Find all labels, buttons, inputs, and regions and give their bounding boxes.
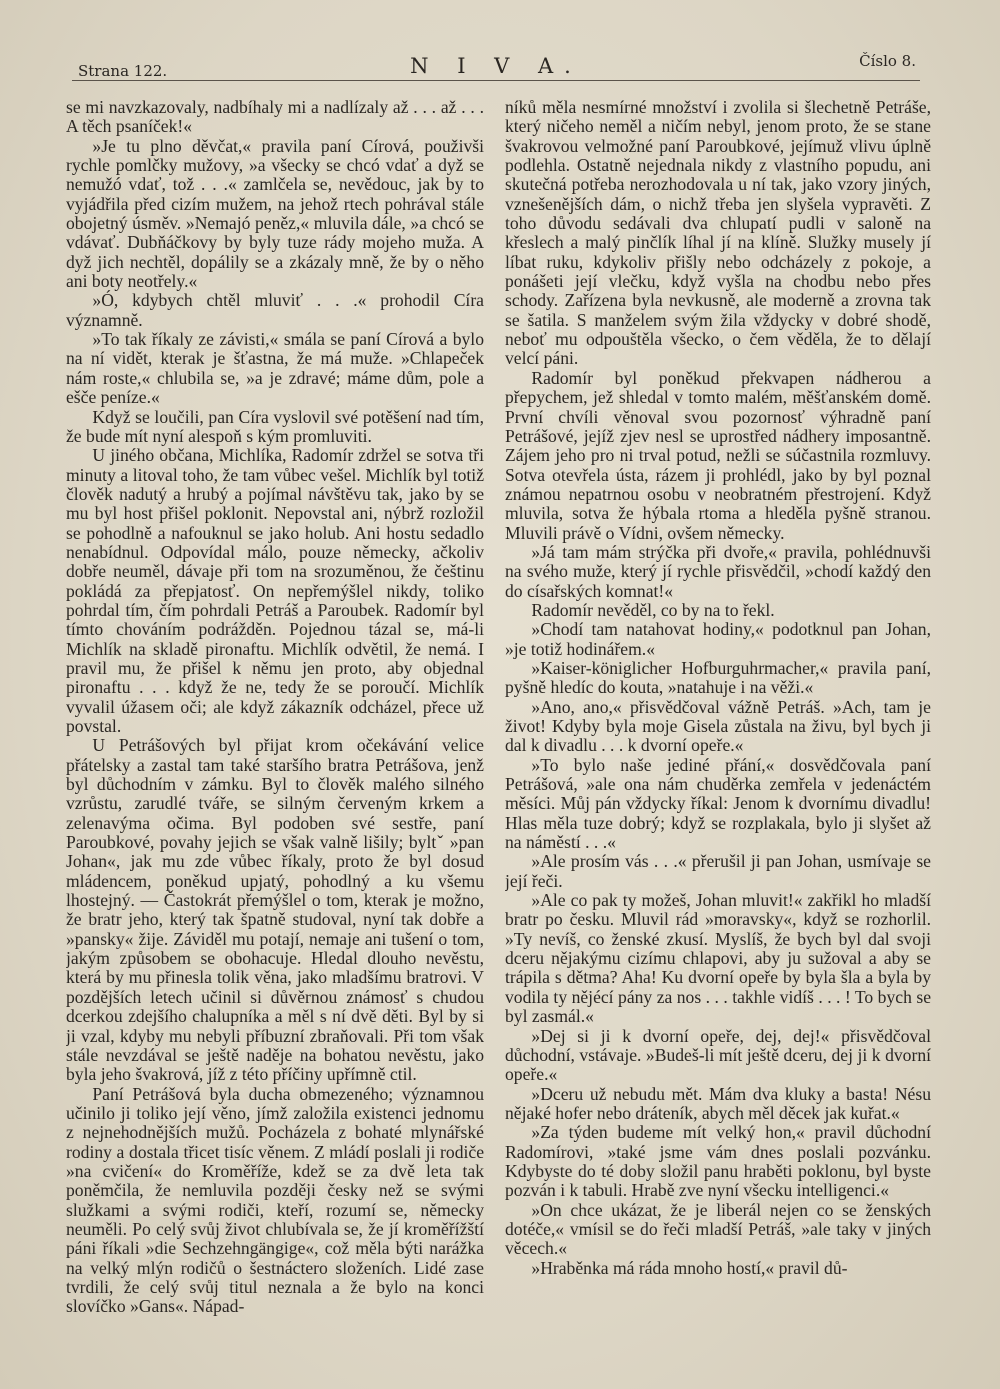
paragraph: »Dej si ji k dvorní opeře, dej, dej!« přisvědčoval důchodní, vstávaje. »Budeš-li mít ještě dceru, dej ji k dvorní opeře.« xyxy=(505,1025,931,1085)
paragraph: Když se loučili, pan Círa vyslovil své potěšení nad tím, že bude mít nyní alespoň s kým promluviti. xyxy=(66,406,484,446)
magazine-title: N I V A. xyxy=(410,54,582,78)
left-column xyxy=(66,98,484,1368)
paragraph: »To tak říkaly ze závisti,« smála se paní Círová a bylo na ní vidět, kterak je šťastna, že má muže. »Chlapeček nám roste,« chlubila se, »a je zdravé; máme dům, pole a ešče peníze.« xyxy=(66,329,484,408)
paragraph: U Petrášových byl přijat krom očekávání velice přátelsky a zastal tam také staršího bratra Petrášova, jenž byl důchodním v zámku. Byl to člověk malého silného vzrůstu, zarudlé tváře, se silným červeným krkem a zelenavýma očima. Byl podoben své sestře, paní Paroubkové, povahy jejich se však valně lišily; byltˇ »pan Johan«, jak mu zde vůbec říkaly, proto že byl dosud mládencem, poněkud upjatý, pohodlný a ku všemu lhostejný. — Častokrát přemýšlel o tom, kterak je možno, že bratr jeho, který tak špatně studoval, nyní tak dobře a »pansky« žije. Záviděl mu potají, nemaje ani tušení o tom, jakým způsobem se obohacuje. Hledal dlouho nevěstu, která by mu přinesla tolik věna, jako mladšímu bratrovi. V pozdějších letech učinil si důvěrnou známosť s chudou dcerkou zdejšího chalupníka a měl s ní dvě děti. Byl by si ji vzal, kdyby mu nebyli příbuzní zbraňovali. Při tom však stále nevzdával se ještě naděje na bohatou nevěstu, jako byla jeho švakrová, jíž z této příčiny upřímně ctil. xyxy=(66,735,484,1085)
paragraph: »Ano, ano,« přisvědčoval vážně Petráš. »Ach, tam je život! Kdyby byla moje Gisela zůstala na živu, byl bych ji dal k divadlu . . . k dvorní opeře.« xyxy=(505,696,931,756)
paragraph: Paní Petrášová byla ducha obmezeného; významnou učinilo ji toliko její věno, jímž založila existenci jednomu z nejnehodnějších mužů. Pocházela z bohaté mlynářské rodiny a dostala třicet tisíc věnem. Z mládí poslali ji rodiče »na cvičení« do Kroměříže, kdež se za dvě leta tak poněmčila, že nemluvila později česky než se svými služkami a svými rodiči, kteří, rozumí se, německy neuměli. Po celý svůj život chlubívala se, že jí kroměřížští páni říkali »die Sechzehngängige«, což měla býti narážka na velký mlýn rodičů o šestnáctero složeních. Lidé zase tvrdili, že celý svůj titul neznala a že bylo na konci slovíčko »Gans«. Nápad- xyxy=(66,1083,484,1317)
paragraph: »Hraběnka má ráda mnoho hostí,« pravil dů- xyxy=(531,1257,848,1278)
page-number: Strana 122. xyxy=(78,62,168,80)
paragraph: níků měla nesmírné množství i zvolila si šlechetně Petráše, který ničeho neměl a ničím nebyl, jenom proto, že se stane švakrovou velmožné paní Paroubkové, jejímuž vlivu úplně podlehla. Ostatně nejednala nikdy z vlastního popudu, ani skutečná potřeba nerozhodovala u ní tak, jako vzory jiných, vznešenějších dám, o nichž třeba jen slyšela vypravěti. Z toho důvodu sedávali dva chlupatí pudli v saloně na křeslech a malý pinčlík líhal jí na klíně. Služky musely jí líbat ruku, kdykoliv přišly nebo odcházely z pokoje, a ponášeti její vlečku, když vyšla na chodbu nebo přes schody. Zařízena byla nevkusně, ale moderně a zrovna tak se šatila. S manželem svým žila vždycky v dobré shodě, neboť mu odpouštěla všecko, o čem věděla, že to dělají velcí páni. xyxy=(505,98,931,369)
right-column xyxy=(505,98,931,1368)
paragraph: Radomír nevěděl, co by na to řekl. xyxy=(531,599,775,620)
paragraph: »Je tu plno děvčat,« pravila paní Círová, použivši rychle pomlčky mužovy, »a všecky se chcó vdať a dyž se nemužó vdať, tož . . .« zamlčela se, nevědouc, jak by to vyjádřila před cizím mužem, na jehož rtech pohrával stále obojetný úsměv. »Nemajó peněz,« mluvila dále, »a chcó se vdávať. Dubňáčkovy by byly tuze rády mojeho muža. A dyž jich nechtěl, dopálily se a zkázaly mně, že by o něho ani boty neotřely.« xyxy=(66,135,484,292)
paragraph: »Já tam mám strýčka při dvoře,« pravila, pohlédnuvši na svého muže, který jí rychle přisvědčil, »chodí každý den do císařských komnat!« xyxy=(505,541,931,601)
paragraph: »Za týden budeme mít velký hon,« pravil důchodní Radomírovi, »také jsme vám dnes poslali pozvánku. Kdybyste do té doby složil panu hraběti poklonu, byl byste pozván i k tabuli. Hrabě zve nyní všecku intelligenci.« xyxy=(505,1122,931,1201)
paragraph: »Chodí tam natahovat hodiny,« podotknul pan Johan, »je totiž hodinářem.« xyxy=(505,619,931,659)
page-header xyxy=(72,50,920,81)
paragraph: »Ale prosím vás . . .« přerušil ji pan Johan, usmívaje se její řeči. xyxy=(505,851,931,891)
issue-number: Číslo 8. xyxy=(859,52,916,70)
paragraph: »Dceru už nebudu mět. Mám dva kluky a basta! Nésu nějaké hofer nebo dráteník, abych měl děcek jak kuřat.« xyxy=(505,1083,931,1123)
paragraph: »Ale co pak ty možeš, Johan mluvit!« zakřikl ho mladší bratr po česku. Mluvil rád »moravsky«, když se rozhorlil. »Ty nevíš, co ženské zkusí. Myslíš, že bych byl dal svoji dceru nějakýmu cizímu chlapovi, aby ju sužoval a aby se trápila s dětma? Aha! Ku dvorní opeře by byla šla a byla by vodila ty nějécí pány za nos . . . takhle vidíš . . . ! To bych se byl zasmál.« xyxy=(505,890,931,1027)
paragraph: »Ó, kdybych chtěl mluviť . . .« prohodil Círa významně. xyxy=(66,290,484,330)
paragraph: Radomír byl poněkud překvapen nádherou a přepychem, jež shledal v tomto malém, měšťanském domě. První chvíli věnoval svou pozornosť výhradně paní Petrášové, jejíž zjev nesl se uprostřed nádhery imposantně. Zájem jeho pro ni trval potud, nežli se súčastnila rozmluvy. Sotva otevřela ústa, rázem ji prohlédl, jako by byl poznal známou nepatrnou osobu v neobratném přestrojení. Když mluvila, sotva že hýbala rtoma a hleděla pyšně stranou. Mluvili právě o Vídni, ovšem německy. xyxy=(505,367,931,543)
paragraph: U jiného občana, Michlíka, Radomír zdržel se sotva tři minuty a litoval toho, že tam vůbec vešel. Michlík byl totiž člověk nadutý a hrubý a pojímal návštěvu tak, jako by se mu byl host přišel poklonit. Nepovstal ani, nýbrž rozložil se pohodlně a nafouknul se jako holub. Ani hostu sedadlo nenabídnul. Odpovídal málo, pouze německy, ačkoliv dobře neuměl, dávaje při tom na srozuměnou, že češtinu pokládá za přepjatosť. On nepřemýšlel nikdy, toliko pohrdal tím, čím pohrdali Petráš a Paroubek. Radomír byl tímto chováním podrážděn. Pojednou tázal se, má-li Michlík na skladě pironaftu. Michlík odvětil, že nemá. I pravil mu, že přišel k němu jen proto, aby objednal pironaftu . . . když že ne, tedy že se poroučí. Michlík vyvalil úžasem oči; ale když zákazník odcházel, přece už povstal. xyxy=(66,445,484,736)
paragraph: »To bylo naše jediné přání,« dosvědčovala paní Petrášová, »ale ona nám chuděrka zemřela v jedenáctém měsíci. Můj pán vždycky říkal: Jenom k dvornímu divadlu! Hlas měla tuze dobrý; když se rozplakala, bylo ji slyšet až na náměstí . . .« xyxy=(505,754,931,853)
paragraph: »On chce ukázat, že je liberál nejen co se ženských dotéče,« vmísil se do řeči mladší Petráš, »ale taky v jiných věcech.« xyxy=(505,1199,931,1259)
paragraph: »Kaiser-königlicher Hofburguhrmacher,« pravila paní, pyšně hledíc do kouta, »natahuje i na věži.« xyxy=(505,657,931,698)
paragraph: se mi navzkazovaly, nadbíhaly mi a nadlízaly až . . . až . . . A těch psaníček!« xyxy=(66,98,484,137)
